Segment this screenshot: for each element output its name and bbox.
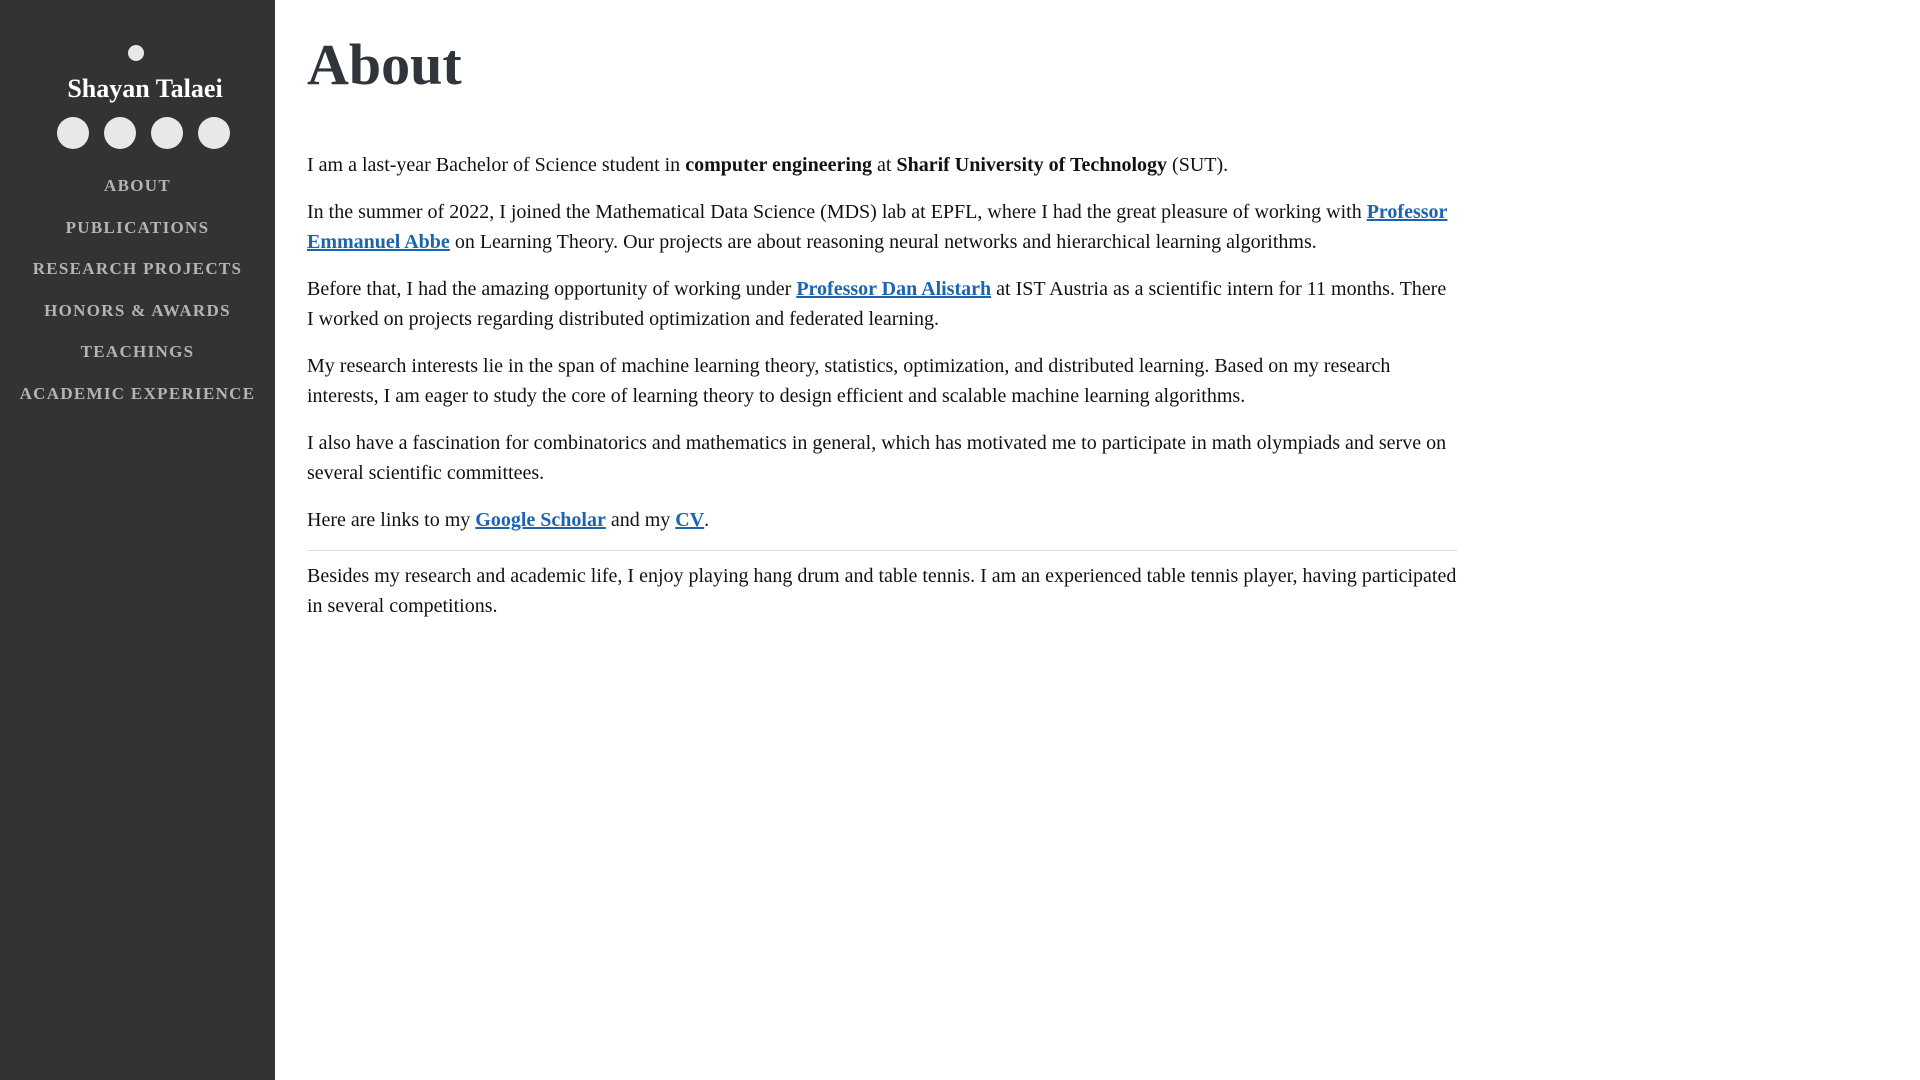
google-scholar-icon[interactable]: [104, 117, 136, 149]
about-content: [307, 150, 1457, 638]
epfl-paragraph: In the summer of 2022, I joined the Mathematical Data Science (MDS) lab at EPFL, where I had the great pleasure of working with Professor Emmanuel Abbe on Learning Theory. Our projects are about reasoning neural networks and hierarchical learning algorithms.: [307, 201, 1448, 253]
sidebar: [0, 0, 275, 1080]
nav-item-academic-experience[interactable]: ACADEMIC EXPERIENCE: [19, 383, 256, 403]
avatar[interactable]: [128, 45, 144, 61]
nav-item-teachings[interactable]: TEACHINGS: [80, 342, 195, 361]
links-paragraph: Here are links to my Google Scholar and my CV.: [307, 509, 710, 531]
research-interests-paragraph: My research interests lie in the span of machine learning theory, statistics, optimization, and distributed learning. Based on my research interests, I am eager to study the core of learning theory to design efficient and scalable machine learning algorithms.: [307, 355, 1391, 407]
dan-alistarh-link[interactable]: Professor Dan Alistarh: [796, 278, 992, 300]
nav-item-research-projects[interactable]: RESEARCH PROJECTS: [32, 259, 243, 278]
social-links: [57, 117, 230, 149]
email-icon[interactable]: [57, 117, 89, 149]
combinatorics-paragraph: I also have a fascination for combinatorics and mathematics in general, which has motivated me to participate in math olympiads and serve on several scientific committees.: [307, 432, 1447, 484]
github-icon[interactable]: [151, 117, 183, 149]
emmanuel-abbe-link[interactable]: Professor Emmanuel Abbe: [307, 201, 1448, 253]
google-scholar-link[interactable]: Google Scholar: [475, 509, 606, 531]
nav-item-publications[interactable]: PUBLICATIONS: [65, 217, 210, 237]
sidebar-nav: [0, 172, 275, 421]
major-text: computer engineering: [685, 154, 873, 176]
cv-link[interactable]: CV: [675, 509, 705, 531]
intro-paragraph: I am a last-year Bachelor of Science student in computer engineering at Sharif University of Technology (SUT).: [307, 154, 1229, 176]
nav-item-about[interactable]: ABOUT: [104, 176, 171, 195]
university-text: Sharif University of Technology: [896, 154, 1168, 176]
divider: [307, 550, 1457, 551]
ist-paragraph: Before that, I had the amazing opportunity of working under Professor Dan Alistarh at IST Austria as a scientific intern for 11 months. There I worked on projects regarding distributed optimization and federated learning.: [307, 278, 1447, 330]
hobbies-paragraph: Besides my research and academic life, I enjoy playing hang drum and table tennis. I am an experienced table tennis player, having participated in several competitions.: [307, 565, 1457, 617]
site-name[interactable]: Shayan Talaei: [67, 74, 223, 103]
nav-item-honors-awards[interactable]: HONORS & AWARDS: [44, 300, 231, 320]
linkedin-icon[interactable]: [198, 117, 230, 149]
page-title: About: [307, 32, 462, 97]
